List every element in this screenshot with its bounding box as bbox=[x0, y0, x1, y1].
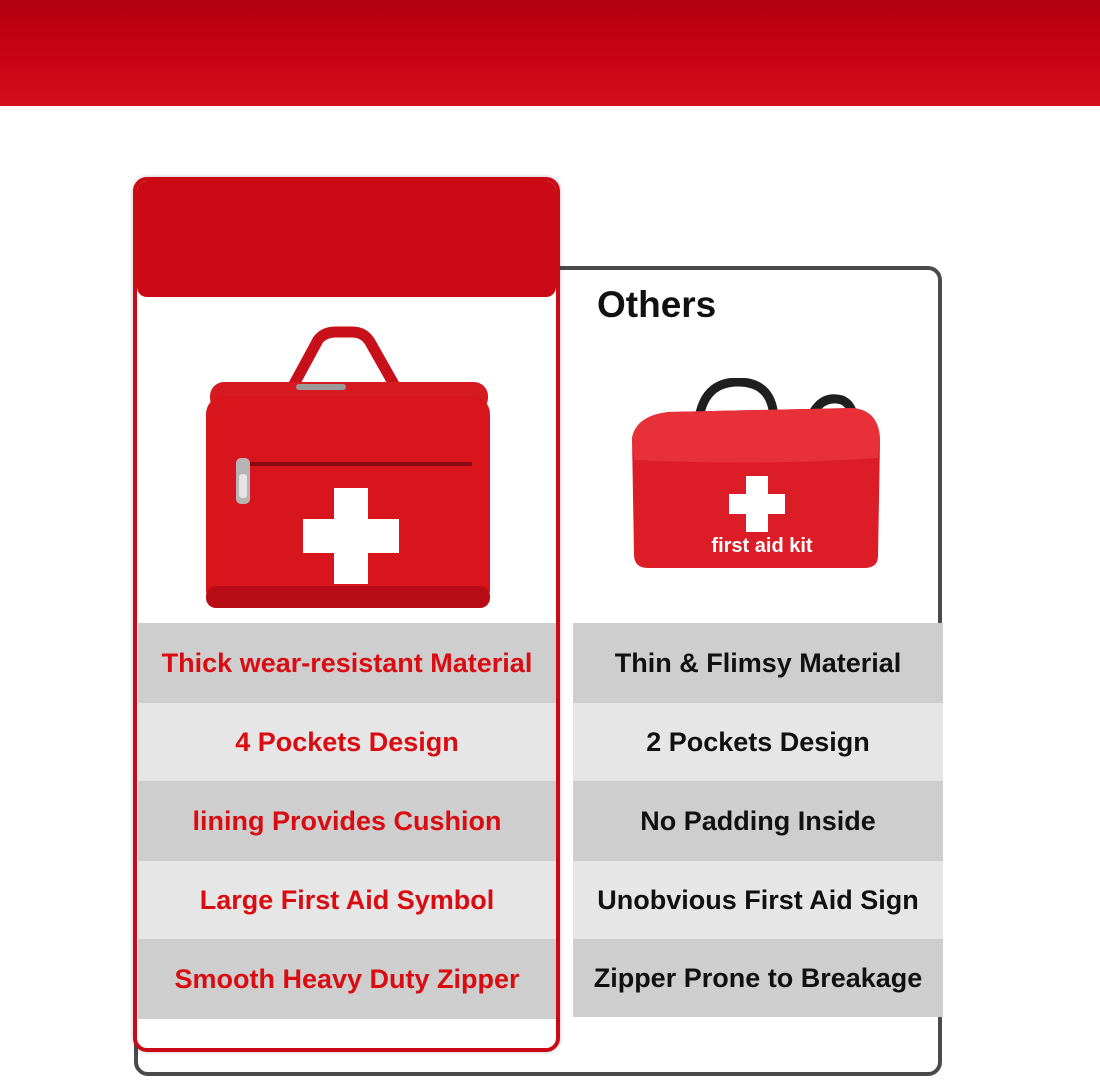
ours-feature-row: lining Provides Cushion bbox=[138, 781, 556, 861]
others-feature-row: No Padding Inside bbox=[573, 781, 943, 861]
ours-feature-row: Thick wear-resistant Material bbox=[138, 623, 556, 703]
others-bag-label: first aid kit bbox=[711, 535, 813, 557]
ours-column-header bbox=[137, 181, 556, 297]
others-feature-row: 2 Pockets Design bbox=[573, 703, 943, 781]
others-feature-row: Thin & Flimsy Material bbox=[573, 623, 943, 703]
ours-feature-row: Smooth Heavy Duty Zipper bbox=[138, 939, 556, 1019]
ours-feature-row: 4 Pockets Design bbox=[138, 703, 556, 781]
generic-first-aid-bag-image bbox=[628, 378, 886, 570]
others-feature-row: Unobvious First Aid Sign bbox=[573, 861, 943, 939]
ours-feature-row: Large First Aid Symbol bbox=[138, 861, 556, 939]
red-first-aid-bag-image bbox=[200, 326, 495, 616]
top-banner bbox=[0, 0, 1100, 106]
others-feature-row: Zipper Prone to Breakage bbox=[573, 939, 943, 1017]
others-title: Others bbox=[597, 284, 717, 325]
